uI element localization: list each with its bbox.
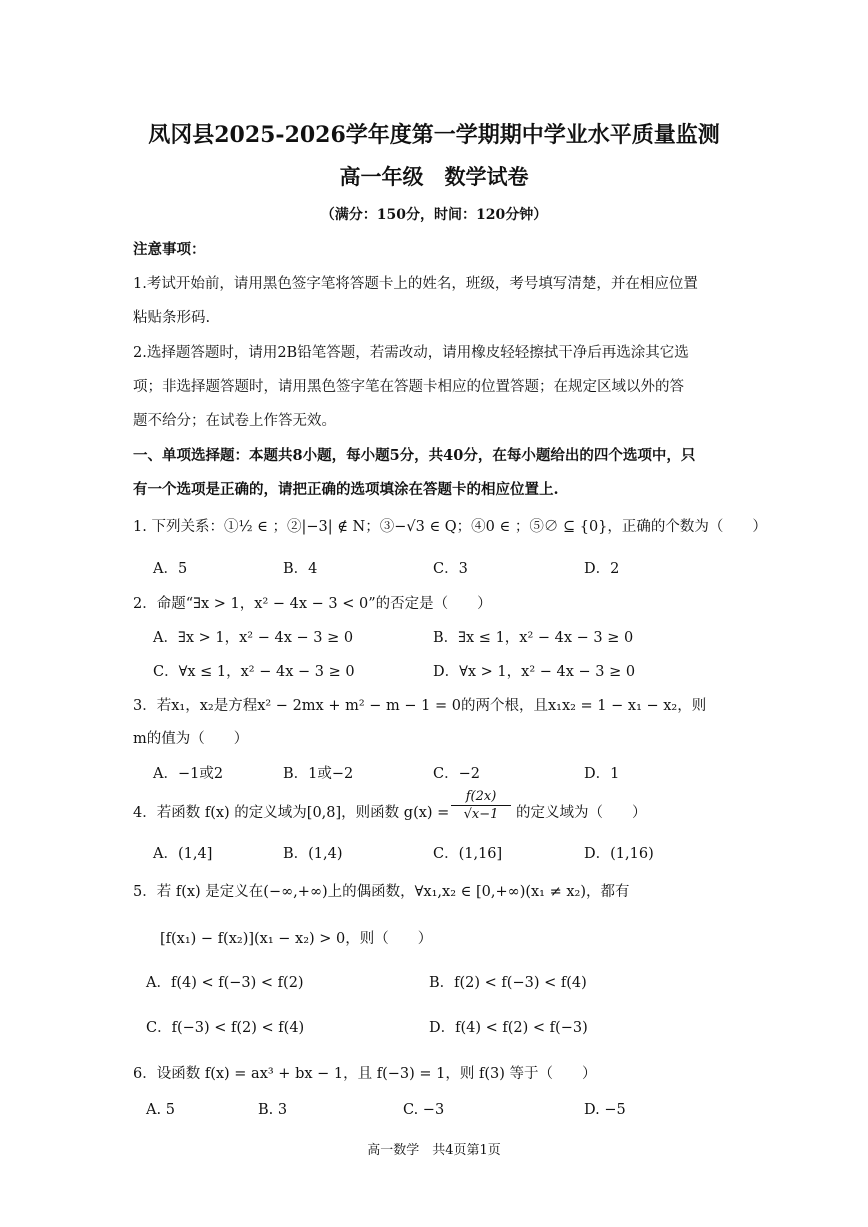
question-6-option-a: A. 5 — [146, 1102, 175, 1118]
question-4-stem-part-a: 4．若函数 f(x) 的定义域为[0,8]，则函数 g(x) = — [133, 805, 450, 821]
page-footer: 高一数学 共4页第1页 — [367, 1143, 501, 1158]
question-4-option-d: D．(1,16) — [584, 846, 654, 862]
question-2-stem: 2．命题“∃x > 1，x² − 4x − 3 < 0”的否定是（ ） — [133, 596, 492, 612]
question-6-option-c: C. −3 — [403, 1102, 445, 1118]
notes-item-2-line-1: 2.选择题答题时，请用2B铅笔答题，若需改动，请用橡皮轻轻擦拭干净后再选涂其它选 — [133, 345, 689, 361]
question-3-stem-line-1: 3．若x₁，x₂是方程x² − 2mx + m² − m − 1 = 0的两个根，且x₁x₂ = 1 − x₁ − x₂，则 — [133, 698, 707, 714]
question-5-option-c: C．f(−3) < f(2) < f(4) — [146, 1020, 305, 1036]
question-1-stem: 1. 下列关系：①½ ∈ ；②|−3| ∉ N；③−√3 ∈ Q；④0 ∈ ；⑤∅ ⊆ {0}，正确的个数为（ ） — [133, 519, 767, 535]
question-1-option-b: B．4 — [283, 561, 318, 577]
question-5-option-a: A．f(4) < f(−3) < f(2) — [146, 975, 304, 991]
question-6-option-b: B. 3 — [258, 1102, 288, 1118]
notes-item-1-line-2: 粘贴条形码. — [133, 310, 211, 326]
question-2-option-a: A．∃x > 1，x² − 4x − 3 ≥ 0 — [153, 630, 354, 646]
question-4-fraction — [451, 789, 511, 822]
question-4-stem-part-b: 的定义域为（ ） — [516, 805, 647, 821]
question-3-option-a: A．−1或2 — [153, 766, 224, 782]
question-6-stem: 6．设函数 f(x) = ax³ + bx − 1，且 f(−3) = 1，则 f(3) 等于（ ） — [133, 1066, 597, 1082]
question-2-option-b: B．∃x ≤ 1，x² − 4x − 3 ≥ 0 — [433, 630, 634, 646]
exam-title: 凤冈县2025-2026学年度第一学期期中学业水平质量监测 — [148, 122, 720, 148]
section-1-instruction-line-1: 一、单项选择题：本题共8小题，每小题5分，共40分，在每小题给出的四个选项中，只 — [133, 447, 696, 464]
question-5-option-d: D．f(4) < f(2) < f(−3) — [429, 1020, 588, 1036]
question-3-option-b: B．1或−2 — [283, 766, 354, 782]
question-1-option-a: A．5 — [153, 561, 188, 577]
exam-meta: （满分：150分，时间：120分钟） — [320, 207, 548, 223]
question-1-option-d: D．2 — [584, 561, 620, 577]
question-4-option-b: B．(1,4) — [283, 846, 343, 862]
question-2-option-c: C．∀x ≤ 1，x² − 4x − 3 ≥ 0 — [153, 664, 355, 680]
question-2-option-d: D．∀x > 1，x² − 4x − 3 ≥ 0 — [433, 664, 636, 680]
question-3-option-d: D．1 — [584, 766, 620, 782]
question-4-option-c: C．(1,16] — [433, 846, 503, 862]
question-1-option-c: C．3 — [433, 561, 468, 577]
notes-item-2-line-3: 题不给分；在试卷上作答无效。 — [133, 413, 336, 429]
fraction-denominator: √x−1 — [463, 807, 499, 822]
question-5-option-b: B．f(2) < f(−3) < f(4) — [429, 975, 587, 991]
notes-item-2-line-2: 项；非选择题答题时，请用黑色签字笔在答题卡相应的位置答题；在规定区域以外的答 — [133, 379, 684, 395]
question-3-stem-line-2: m的值为（ ） — [133, 731, 249, 747]
fraction-numerator: f(2x) — [451, 789, 511, 806]
question-5-stem-line-1: 5．若 f(x) 是定义在(−∞,+∞)上的偶函数，∀x₁,x₂ ∈ [0,+∞)(x₁ ≠ x₂)，都有 — [133, 884, 630, 900]
question-5-stem-line-2: [f(x₁) − f(x₂)](x₁ − x₂) > 0，则（ ） — [160, 931, 433, 947]
question-6-option-d: D. −5 — [584, 1102, 626, 1118]
exam-subtitle: 高一年级 数学试卷 — [339, 164, 529, 189]
notes-item-1-line-1: 1.考试开始前，请用黑色签字笔将答题卡上的姓名，班级，考号填写清楚，并在相应位置 — [133, 276, 698, 292]
section-1-instruction-line-2: 有一个选项是正确的，请把正确的选项填涂在答题卡的相应位置上. — [133, 481, 559, 498]
question-3-option-c: C．−2 — [433, 766, 480, 782]
question-4-option-a: A．(1,4] — [153, 846, 213, 862]
notes-heading: 注意事项： — [133, 241, 206, 258]
